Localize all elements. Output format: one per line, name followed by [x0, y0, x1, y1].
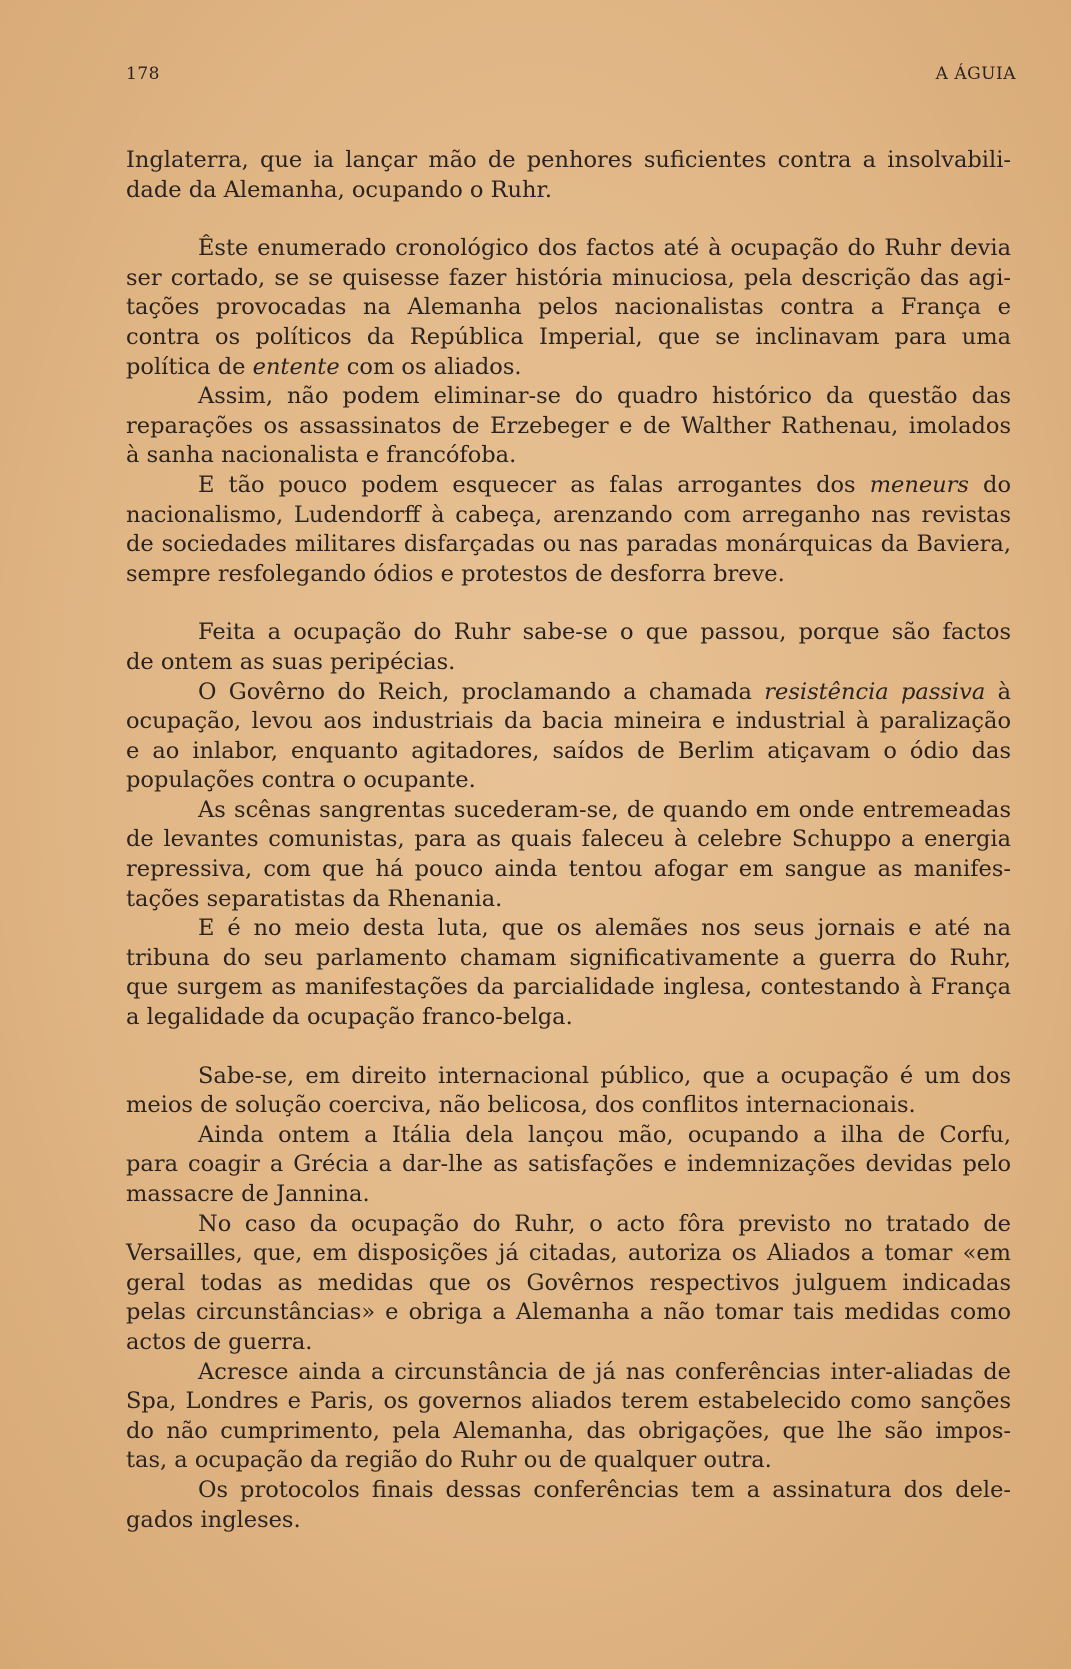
- italic-term: meneurs: [869, 471, 969, 498]
- text-line: reparações os assassinatos de Erzebeger e de Walther Rathenau, imolados: [126, 412, 1011, 439]
- text-line: ocupação, levou aos industriais da bacia mineira e industrial à paralização: [126, 708, 1011, 735]
- text-line: O Govêrno do Reich, proclamando a chamada resistência passiva à: [198, 678, 1012, 705]
- text-line: Acresce ainda a circunstância de já nas conferências inter-aliadas de: [198, 1358, 1011, 1385]
- text-line: Ainda ontem a Itália dela lançou mão, ocupando a ilha de Corfu,: [198, 1121, 1011, 1148]
- text-line: ser cortado, se se quisesse fazer história minuciosa, pela descrição das agi-: [126, 264, 1011, 291]
- paragraph: [126, 382, 1011, 471]
- text-line: que surgem as manifestações da parcialidade inglesa, contestando à França: [126, 974, 1011, 1001]
- paragraph: [126, 234, 1011, 382]
- paragraph: [126, 1121, 1011, 1210]
- running-title: A ÁGUIA: [935, 64, 1016, 84]
- text-line: de levantes comunistas, para as quais faleceu à celebre Schuppo a energia: [126, 826, 1011, 853]
- text-line: Spa, Londres e Paris, os governos aliados terem estabelecido como sanções: [126, 1388, 1011, 1415]
- text-line: à sanha nacionalista e francófoba.: [126, 442, 517, 469]
- text-line: Feita a ocupação do Ruhr sabe-se o que passou, porque são factos: [198, 619, 1011, 646]
- paragraph: [126, 471, 1011, 589]
- paragraph: [126, 796, 1011, 914]
- text-line: sempre resfolegando ódios e protestos de desforra breve.: [126, 560, 785, 587]
- text-line: pelas circunstâncias» e obriga a Alemanha a não tomar tais medidas como: [126, 1299, 1011, 1326]
- text-line: repressiva, com que há pouco ainda tentou afogar em sangue as manifes-: [126, 856, 1011, 883]
- text-line: No caso da ocupação do Ruhr, o acto fôra previsto no tratado de: [198, 1210, 1011, 1237]
- text-line: tas, a ocupação da região do Ruhr ou de qualquer outra.: [126, 1447, 772, 1474]
- text-line: tribuna do seu parlamento chamam significativamente a guerra do Ruhr,: [126, 944, 1011, 971]
- page-number: 178: [126, 64, 160, 84]
- text-line: Os protocolos finais dessas conferências tem a assinatura dos dele-: [198, 1476, 1011, 1503]
- text-block: [126, 146, 1011, 205]
- text-line: E é no meio desta luta, que os alemães nos seus jornais e até na: [198, 915, 1011, 942]
- text-line: para coagir a Grécia a dar-lhe as satisfações e indemnizações devidas pelo: [126, 1151, 1011, 1178]
- text-line: Assim, não podem eliminar-se do quadro histórico da questão das: [198, 383, 1011, 410]
- paragraph: [126, 1476, 1011, 1535]
- text-line: gados ingleses.: [126, 1506, 301, 1533]
- text-line: política de entente com os aliados.: [126, 353, 522, 380]
- text-line: massacre de Jannina.: [126, 1181, 370, 1207]
- text-line: tações provocadas na Alemanha pelos nacionalistas contra a França e: [126, 294, 1011, 321]
- text-line: As scênas sangrentas sucederam-se, de quando em onde entremeadas: [198, 796, 1011, 823]
- text-line: dade da Alemanha, ocupando o Ruhr.: [126, 176, 552, 203]
- text-line: contra os políticos da República Imperial, que se inclinavam para uma: [126, 323, 1011, 350]
- paragraph: [126, 914, 1011, 1032]
- text-block: [126, 618, 1011, 1032]
- text-line: e ao inlabor, enquanto agitadores, saídos de Berlim atiçavam o ódio das: [126, 737, 1011, 764]
- paragraph: [126, 678, 1011, 796]
- text-line: a legalidade da ocupação franco-belga.: [126, 1004, 573, 1031]
- paragraph: [126, 1358, 1011, 1476]
- text-line: populações contra o ocupante.: [126, 767, 476, 794]
- paragraph: [126, 1062, 1011, 1121]
- text-line: de ontem as suas peripécias.: [126, 648, 456, 675]
- text-block: [126, 234, 1011, 589]
- text-line: nacionalismo, Ludendorff à cabeça, arenzando com arreganho nas revistas: [126, 501, 1011, 528]
- text-line: meios de solução coercivа, não belicosa, dos conflitos internacionais.: [126, 1092, 916, 1119]
- text-block: [126, 1062, 1011, 1536]
- running-head: [126, 64, 1016, 84]
- text-line: do não cumprimento, pela Alemanha, das obrigações, que lhe são impos-: [126, 1417, 1011, 1444]
- body-text: [126, 146, 1011, 1535]
- paragraph: [126, 1210, 1011, 1358]
- text-line: actos de guerra.: [126, 1328, 313, 1355]
- text-line: Sabe-se, em direito internacional público, que a ocupação é um dos: [198, 1062, 1011, 1089]
- text-line: de sociedades militares disfarçadas ou nas paradas monárquicas da Baviera,: [126, 531, 1011, 558]
- text-line: Versailles, que, em disposições já citadas, autoriza os Aliados a tomar «em: [126, 1240, 1011, 1267]
- paragraph: [126, 618, 1011, 677]
- italic-term: entente: [252, 353, 340, 380]
- text-line: E tão pouco podem esquecer as falas arrogantes dos meneurs do: [198, 471, 1011, 498]
- paragraph: [126, 146, 1011, 205]
- italic-term: resistência passiva: [764, 678, 986, 705]
- text-line: Inglaterra, que ia lançar mão de penhores suficientes contra a insolvabili-: [126, 147, 1011, 173]
- text-line: geral todas as medidas que os Govêrnos respectivos julguem indicadas: [126, 1269, 1011, 1296]
- text-line: Êste enumerado cronológico dos factos até à ocupação do Ruhr devia: [198, 235, 1011, 262]
- text-line: tações separatistas da Rhenania.: [126, 885, 503, 912]
